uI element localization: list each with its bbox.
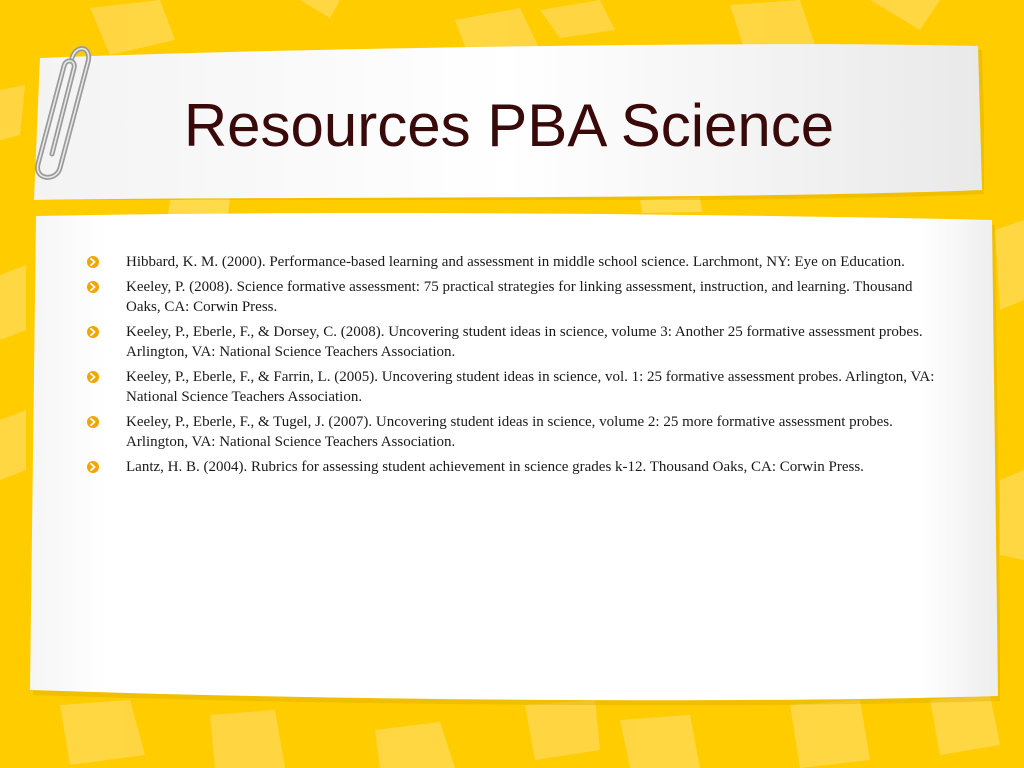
reference-text: Keeley, P. (2008). Science formative assessment: 75 practical strategies for linking assessment, instruction, and learning. Thousand Oaks, CA: Corwin Press.	[126, 279, 913, 315]
list-item	[86, 277, 948, 317]
reference-text: Keeley, P., Eberle, F., & Tugel, J. (2007). Uncovering student ideas in science, volume 2: 25 more formative assessment probes. Arlington, VA: National Science Teachers Association.	[126, 414, 893, 450]
arrow-circle-icon	[86, 415, 100, 429]
arrow-circle-icon	[86, 280, 100, 294]
reference-text: Hibbard, K. M. (2000). Performance-based learning and assessment in middle school science. Larchmont, NY: Eye on Education.	[126, 254, 905, 270]
list-item	[86, 322, 948, 362]
list-item	[86, 252, 948, 272]
arrow-circle-icon	[86, 255, 100, 269]
arrow-circle-icon	[86, 460, 100, 474]
slide-title: Resources PBA Science	[183, 92, 835, 159]
list-item	[86, 412, 948, 452]
paperclip-icon	[20, 38, 92, 184]
list-item	[86, 367, 948, 407]
reference-list	[86, 252, 948, 482]
reference-text: Keeley, P., Eberle, F., & Farrin, L. (2005). Uncovering student ideas in science, vol. 1: 25 formative assessment probes. Arlington, VA: National Science Teachers Association.	[126, 369, 935, 405]
arrow-circle-icon	[86, 325, 100, 339]
arrow-circle-icon	[86, 370, 100, 384]
list-item	[86, 457, 948, 477]
reference-text: Lantz, H. B. (2004). Rubrics for assessing student achievement in science grades k-12. Thousand Oaks, CA: Corwin Press.	[126, 459, 864, 475]
reference-text: Keeley, P., Eberle, F., & Dorsey, C. (2008). Uncovering student ideas in science, volume 3: Another 25 formative assessment probes. Arlington, VA: National Science Teachers Association.	[126, 324, 923, 360]
